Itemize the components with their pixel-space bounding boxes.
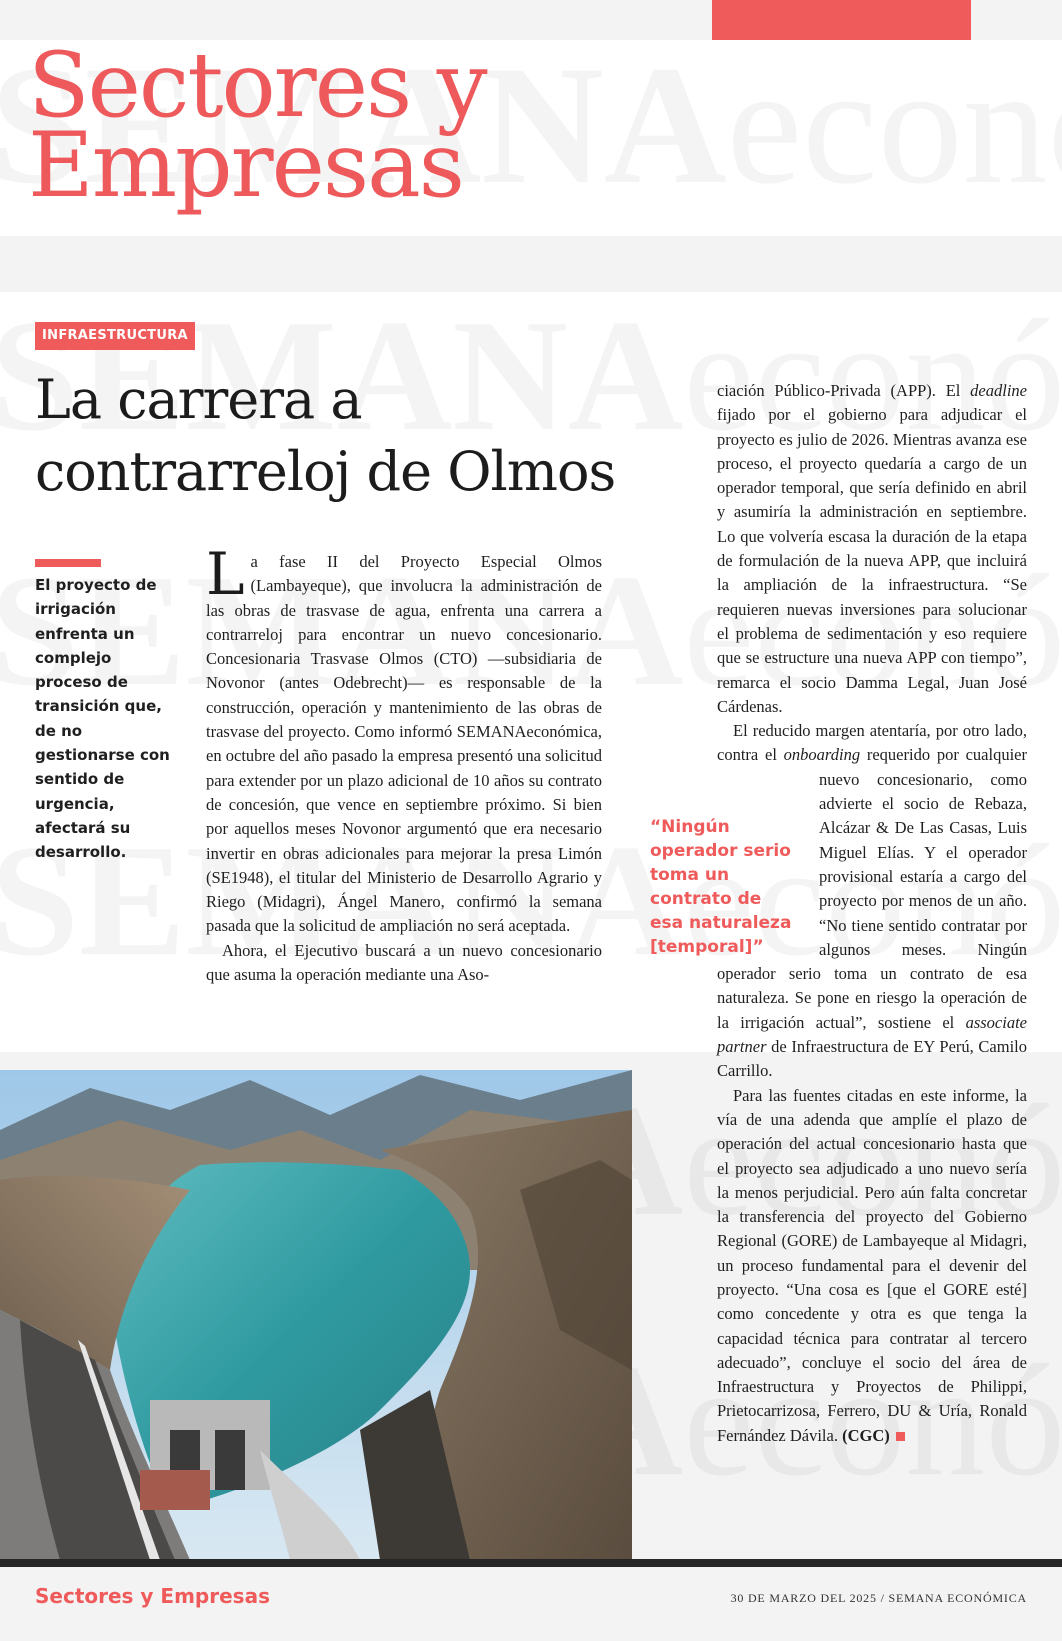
dam-reservoir-photo	[0, 1070, 632, 1560]
dek-accent-bar	[35, 559, 101, 567]
paragraph: Ahora, el Ejecutivo buscará a un nuevo concesionario que asuma la operación mediante una Aso-	[206, 940, 602, 985]
section-title: Sectores y Empresas	[28, 33, 486, 218]
article-dek: El proyecto de irrigación enfrenta un complejo proceso de transición que, de no gestionarse con sentido de urgencia, afectará su desarrollo.	[35, 576, 170, 862]
paragraph: ciación Público-Privada (APP). El deadline fijado por el gobierno para adjudicar el proyecto es julio de 2026. Mientras avanza ese proceso, el proyecto quedaría a cargo de un operador temporal, que sería definido en abril y asumiría la administración en septiembre. Lo que volvería escasa la duración de la etapa de formulación de la nueva APP, que incluirá la ampliación de la infraestructura. “Se requieren nuevas inversiones para solucionar el problema de sedimentación y eso requiere que se estructure una nueva APP con tiempo”, remarca el socio Damma Legal, Juan José Cárdenas.	[717, 381, 1027, 716]
author-signature: (CGC)	[842, 1425, 890, 1445]
end-mark-icon	[896, 1432, 905, 1441]
category-tag: INFRAESTRUCTURA	[35, 322, 195, 350]
paragraph: La fase II del Proyecto Especial Olmos (Lambayeque), que involucra la administración de las obras de trasvase de agua, enfrenta una carrera a contrarreloj para encontrar un nuevo concesionario. Concesionaria Trasvase Olmos (CTO) —subsidiaria de Novonor (antes Odebrecht)— es responsable de la construcción, operación y mantenimiento de las obras de trasvase del proyecto. Como informó SEMANAeconómica, en octubre del año pasado la empresa presentó una solicitud para extender por un plazo adicional de 10 años su contrato de concesión, que vence en septiembre próximo. Si bien por aquellos meses Novonor argumentó que era necesario invertir en obras adicionales para mejorar la presa Limón (SE1948), el titular del Ministerio de Desarrollo Agrario y Riego (Midagri), Ángel Manero, confirmó la semana pasada que la solicitud de ampliación no será aceptada.	[206, 540, 602, 936]
footer-rule	[0, 1559, 1062, 1567]
paragraph: El reducido margen atentaría, por otro lado, contra el onboarding requerido por cualquier nuevo concesionario, como advierte el socio de Rebaza, Alcázar & De Las Casas, Luis Miguel Elías. Y el operador provisional estaría a cargo del proyecto por menos de un año. “No tiene sentido contratar por algunos meses. Ningún operador serio toma un contrato de esa naturaleza. Se pone en riesgo la operación de la irrigación actual”, sostiene el associate partner de Infraestructura de EY Perú, Camilo Carrillo.	[717, 719, 1027, 1083]
drop-cap: L	[206, 540, 245, 608]
article-column-1	[206, 540, 602, 987]
footer-date-publication: 30 DE MARZO DEL 2025 / SEMANA ECONÓMICA	[730, 1591, 1027, 1605]
article-headline: La carrera a contrarreloj de Olmos	[35, 368, 616, 503]
pull-quote: “Ningún operador serio toma un contrato de esa naturaleza [temporal]”	[650, 817, 792, 957]
footer-section-name: Sectores y Empresas	[35, 1584, 270, 1608]
paragraph: Para las fuentes citadas en este informe, la vía de una adenda que amplíe el plazo de operación del actual concesionario hasta que el proyecto sea adjudicado a uno nuevo sería la menos perjudicial. Pero aún falta concretar la transferencia del proyecto del Gobierno Regional (GORE) de Lambayeque al Midagri, un proceso fundamental para el devenir del proyecto. “Una cosa es [que el GORE esté] como concedente y otra es que tenga la capacidad técnica para contratar al tercero adecuado”, concluye el socio del área de Infraestructura y Proyectos de Philippi, Prietocarrizosa, Ferrero, DU & Uría, Ronald Fernández Dávila. (CGC)	[717, 1085, 1027, 1445]
top-accent-bar	[712, 0, 971, 40]
